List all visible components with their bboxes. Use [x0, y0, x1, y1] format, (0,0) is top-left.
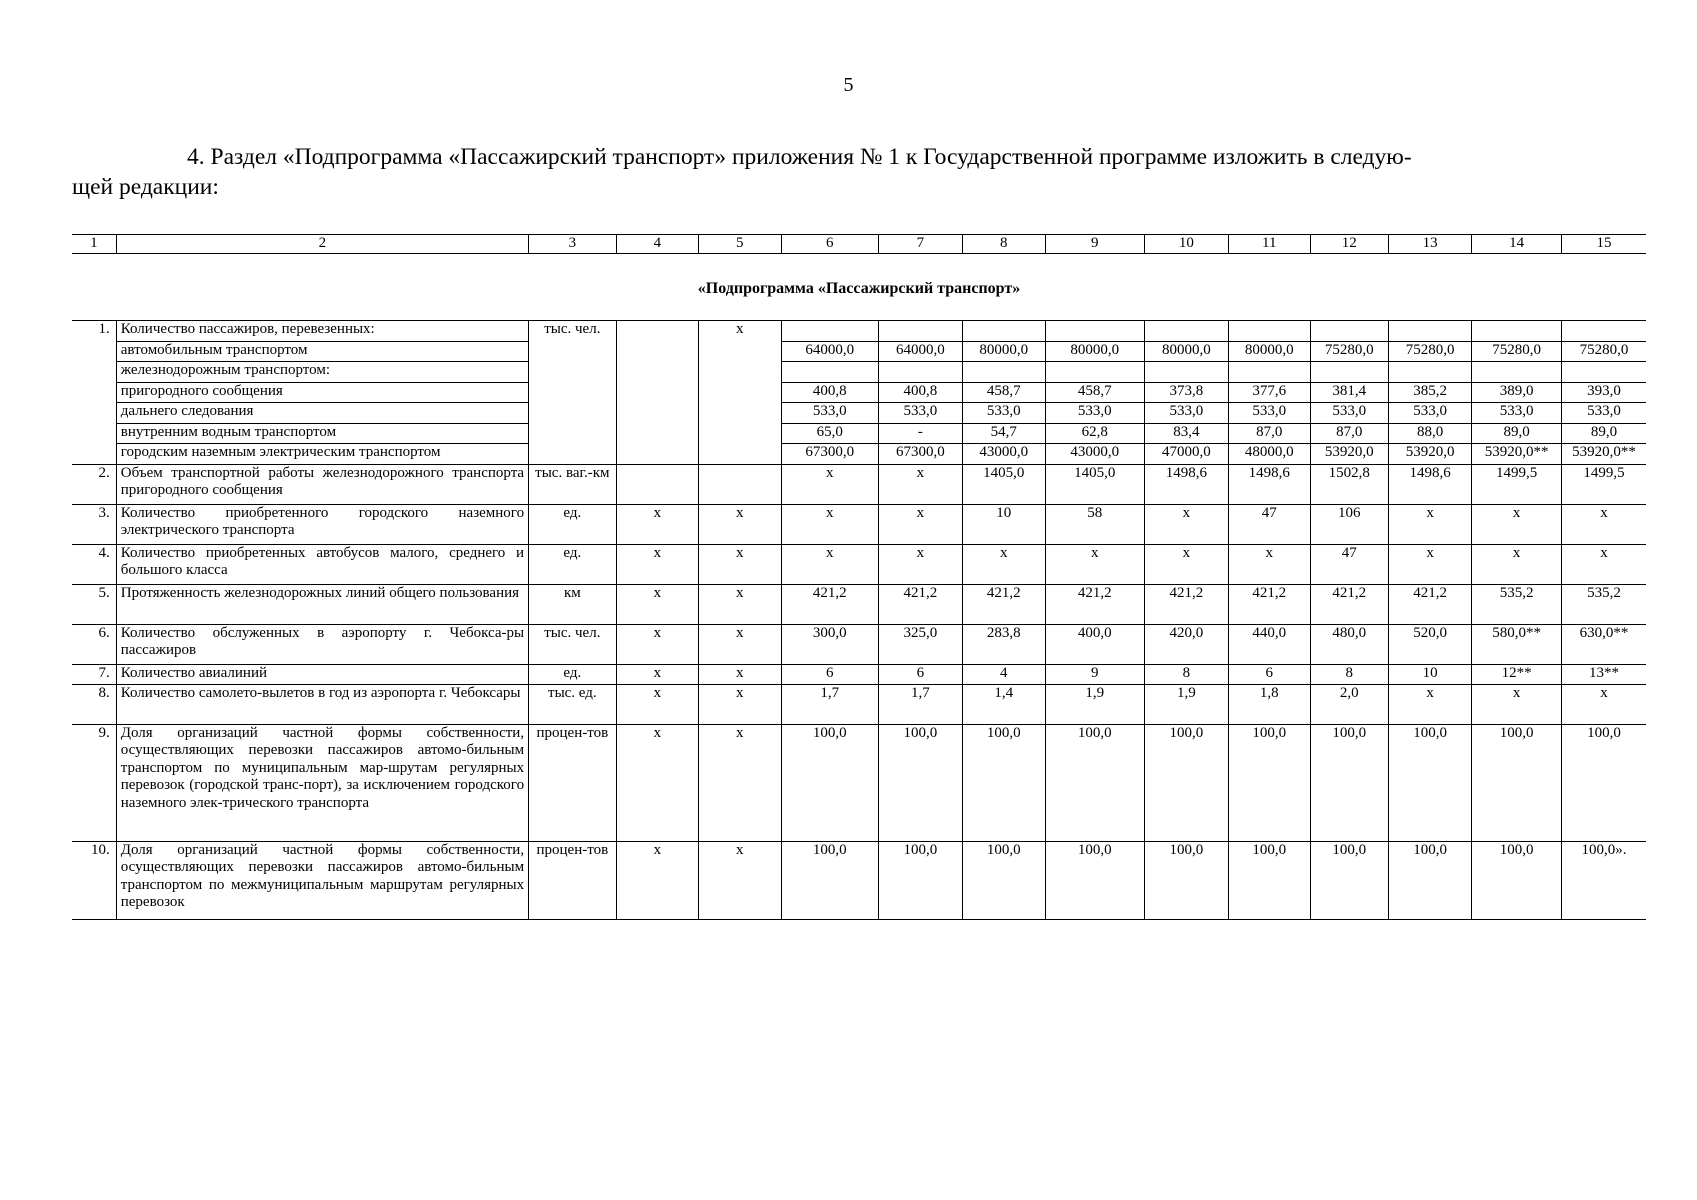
intro-paragraph [72, 142, 1592, 202]
value-cell-14: 535,2 [1472, 584, 1562, 624]
column-number-2: 2 [116, 235, 528, 254]
value-cell-14: 75280,0 [1472, 341, 1562, 362]
value-cell-11: 100,0 [1229, 724, 1310, 841]
table-row [72, 423, 1646, 444]
column-number-4: 4 [616, 235, 698, 254]
value-cell-8: 10 [962, 504, 1045, 544]
value-cell-7: 6 [879, 664, 962, 684]
col5-cell: х [699, 624, 781, 664]
value-cell-15: х [1561, 544, 1646, 584]
value-cell-9: 58 [1046, 504, 1145, 544]
unit-cell: тыс. ваг.-км [529, 464, 617, 504]
intro-line-1: 4. Раздел «Подпрограмма «Пассажирский транспорт» приложения № 1 к Государственной программе изложить в следую- [187, 144, 1412, 170]
value-cell-11 [1229, 362, 1310, 383]
col4-cell: х [616, 684, 698, 724]
indicator-name: автомобильным транспортом [116, 341, 528, 362]
value-cell-13: 100,0 [1388, 841, 1471, 919]
indicator-name: пригородного сообщения [116, 382, 528, 403]
value-cell-14: 12** [1472, 664, 1562, 684]
col5-cell [699, 464, 781, 504]
col4-cell: х [616, 504, 698, 544]
value-cell-12 [1310, 362, 1388, 383]
value-cell-12: 47 [1310, 544, 1388, 584]
indicator-name: Протяженность железнодорожных линий общего пользования [116, 584, 528, 624]
col4-cell: х [616, 724, 698, 841]
column-number-15: 15 [1561, 235, 1646, 254]
col5-cell [699, 444, 781, 465]
value-cell-7: х [879, 504, 962, 544]
unit-cell [529, 341, 617, 362]
value-cell-11: 377,6 [1229, 382, 1310, 403]
indicator-name: Доля организаций частной формы собственности, осуществляющих перевозки пассажиров автомо-бильным транспортом по межмуниципальным маршрутам регулярных перевозок [116, 841, 528, 919]
value-cell-13: 421,2 [1388, 584, 1471, 624]
value-cell-12 [1310, 321, 1388, 342]
column-number-7: 7 [879, 235, 962, 254]
indicator-name: Доля организаций частной формы собственности, осуществляющих перевозки пассажиров автомо-бильным транспортом по муниципальным мар-шрутам регулярных перевозок (городской транс-порт), за исключением городского наземного элек-трического транспорта [116, 724, 528, 841]
table-row [72, 544, 1646, 584]
value-cell-12: 100,0 [1310, 841, 1388, 919]
value-cell-11: 48000,0 [1229, 444, 1310, 465]
value-cell-11: 80000,0 [1229, 341, 1310, 362]
value-cell-6: х [781, 544, 879, 584]
value-cell-8 [962, 362, 1045, 383]
row-number: 8. [72, 684, 116, 724]
value-cell-10: 533,0 [1144, 403, 1228, 424]
unit-cell: тыс. чел. [529, 321, 617, 342]
value-cell-7: 533,0 [879, 403, 962, 424]
unit-cell [529, 382, 617, 403]
col4-cell: х [616, 664, 698, 684]
value-cell-12: 480,0 [1310, 624, 1388, 664]
unit-cell: процен-тов [529, 724, 617, 841]
value-cell-10: 80000,0 [1144, 341, 1228, 362]
value-cell-14: 533,0 [1472, 403, 1562, 424]
value-cell-9: 9 [1046, 664, 1145, 684]
value-cell-11: 533,0 [1229, 403, 1310, 424]
intro-line-2: щей редакции: [72, 174, 219, 200]
col4-cell [616, 321, 698, 342]
value-cell-10: х [1144, 544, 1228, 584]
value-cell-15: 100,0 [1561, 724, 1646, 841]
value-cell-10: 83,4 [1144, 423, 1228, 444]
col5-cell: х [699, 321, 781, 342]
value-cell-8: 1405,0 [962, 464, 1045, 504]
value-cell-12: 106 [1310, 504, 1388, 544]
row-number: 2. [72, 464, 116, 504]
value-cell-15: 1499,5 [1561, 464, 1646, 504]
col5-cell [699, 341, 781, 362]
value-cell-9: 1,9 [1046, 684, 1145, 724]
value-cell-10: 420,0 [1144, 624, 1228, 664]
value-cell-7 [879, 362, 962, 383]
value-cell-9: 421,2 [1046, 584, 1145, 624]
value-cell-7 [879, 321, 962, 342]
value-cell-9: 80000,0 [1046, 341, 1145, 362]
table-row [72, 362, 1646, 383]
value-cell-6: 533,0 [781, 403, 879, 424]
row-number: 5. [72, 584, 116, 624]
value-cell-14: х [1472, 504, 1562, 544]
value-cell-9: 400,0 [1046, 624, 1145, 664]
row-number [72, 423, 116, 444]
value-cell-13: х [1388, 684, 1471, 724]
value-cell-15: 13** [1561, 664, 1646, 684]
value-cell-10 [1144, 362, 1228, 383]
value-cell-12: 100,0 [1310, 724, 1388, 841]
value-cell-7: х [879, 544, 962, 584]
value-cell-9 [1046, 321, 1145, 342]
column-number-12: 12 [1310, 235, 1388, 254]
indicator-name: Количество самолето-вылетов в год из аэропорта г. Чебоксары [116, 684, 528, 724]
value-cell-9: 62,8 [1046, 423, 1145, 444]
indicator-name: железнодорожным транспортом: [116, 362, 528, 383]
table-row [72, 664, 1646, 684]
indicator-name: Количество авиалиний [116, 664, 528, 684]
indicator-name: городским наземным электрическим транспортом [116, 444, 528, 465]
value-cell-9: 43000,0 [1046, 444, 1145, 465]
table-row [72, 504, 1646, 544]
row-number: 6. [72, 624, 116, 664]
col4-cell [616, 362, 698, 383]
col5-cell [699, 403, 781, 424]
col5-cell: х [699, 504, 781, 544]
value-cell-13: 10 [1388, 664, 1471, 684]
value-cell-11: 1498,6 [1229, 464, 1310, 504]
column-number-10: 10 [1144, 235, 1228, 254]
value-cell-15: 89,0 [1561, 423, 1646, 444]
col4-cell [616, 403, 698, 424]
col5-cell: х [699, 684, 781, 724]
row-number: 3. [72, 504, 116, 544]
col4-cell: х [616, 544, 698, 584]
value-cell-15: 75280,0 [1561, 341, 1646, 362]
value-cell-8: 1,4 [962, 684, 1045, 724]
value-cell-6 [781, 321, 879, 342]
value-cell-9: х [1046, 544, 1145, 584]
unit-cell: ед. [529, 504, 617, 544]
table-row [72, 444, 1646, 465]
value-cell-13: 520,0 [1388, 624, 1471, 664]
value-cell-13: 533,0 [1388, 403, 1471, 424]
value-cell-15: х [1561, 504, 1646, 544]
indicator-name: внутренним водным транспортом [116, 423, 528, 444]
value-cell-6 [781, 362, 879, 383]
value-cell-8: 43000,0 [962, 444, 1045, 465]
value-cell-10: 100,0 [1144, 841, 1228, 919]
value-cell-7: 325,0 [879, 624, 962, 664]
value-cell-13: х [1388, 544, 1471, 584]
indicator-name: Количество пассажиров, перевезенных: [116, 321, 528, 342]
value-cell-15: 53920,0** [1561, 444, 1646, 465]
value-cell-13: 75280,0 [1388, 341, 1471, 362]
value-cell-13: 385,2 [1388, 382, 1471, 403]
column-number-header [72, 234, 1646, 254]
value-cell-12: 53920,0 [1310, 444, 1388, 465]
col4-cell: х [616, 624, 698, 664]
value-cell-13: 1498,6 [1388, 464, 1471, 504]
value-cell-8: 283,8 [962, 624, 1045, 664]
indicator-name: Объем транспортной работы железнодорожного транспорта пригородного сообщения [116, 464, 528, 504]
value-cell-9: 533,0 [1046, 403, 1145, 424]
value-cell-15: х [1561, 684, 1646, 724]
value-cell-13: 100,0 [1388, 724, 1471, 841]
value-cell-14: 389,0 [1472, 382, 1562, 403]
column-number-3: 3 [529, 235, 617, 254]
row-number [72, 362, 116, 383]
table-row [72, 464, 1646, 504]
value-cell-6: 400,8 [781, 382, 879, 403]
table-row [72, 403, 1646, 424]
table-row [72, 584, 1646, 624]
unit-cell: ед. [529, 544, 617, 584]
value-cell-12: 75280,0 [1310, 341, 1388, 362]
value-cell-14 [1472, 362, 1562, 383]
value-cell-13: х [1388, 504, 1471, 544]
unit-cell [529, 403, 617, 424]
value-cell-15: 100,0». [1561, 841, 1646, 919]
value-cell-15 [1561, 321, 1646, 342]
value-cell-8: 80000,0 [962, 341, 1045, 362]
value-cell-14: 580,0** [1472, 624, 1562, 664]
col4-cell [616, 444, 698, 465]
unit-cell [529, 444, 617, 465]
value-cell-10: 1498,6 [1144, 464, 1228, 504]
column-number-1: 1 [72, 235, 116, 254]
column-number-5: 5 [699, 235, 781, 254]
value-cell-13 [1388, 321, 1471, 342]
col4-cell [616, 464, 698, 504]
col4-cell [616, 423, 698, 444]
value-cell-15: 533,0 [1561, 403, 1646, 424]
value-cell-11: 87,0 [1229, 423, 1310, 444]
section-title: «Подпрограмма «Пассажирский транспорт» [697, 280, 1021, 297]
col5-cell: х [699, 544, 781, 584]
column-number-6: 6 [781, 235, 879, 254]
col5-cell [699, 362, 781, 383]
column-number-13: 13 [1388, 235, 1471, 254]
value-cell-11: 6 [1229, 664, 1310, 684]
value-cell-13 [1388, 362, 1471, 383]
value-cell-12: 8 [1310, 664, 1388, 684]
value-cell-11: 421,2 [1229, 584, 1310, 624]
value-cell-14: 100,0 [1472, 841, 1562, 919]
value-cell-8: 4 [962, 664, 1045, 684]
value-cell-12: 2,0 [1310, 684, 1388, 724]
value-cell-6: 100,0 [781, 841, 879, 919]
value-cell-14: х [1472, 544, 1562, 584]
value-cell-6: 1,7 [781, 684, 879, 724]
value-cell-7: - [879, 423, 962, 444]
row-number [72, 382, 116, 403]
table-row [72, 841, 1646, 919]
indicator-name: дальнего следования [116, 403, 528, 424]
value-cell-14: 89,0 [1472, 423, 1562, 444]
value-cell-11: 47 [1229, 504, 1310, 544]
value-cell-8: 100,0 [962, 841, 1045, 919]
value-cell-7: 64000,0 [879, 341, 962, 362]
value-cell-6: 100,0 [781, 724, 879, 841]
row-number [72, 341, 116, 362]
row-number [72, 444, 116, 465]
unit-cell [529, 423, 617, 444]
value-cell-10: х [1144, 504, 1228, 544]
column-number-9: 9 [1046, 235, 1145, 254]
table-row [72, 321, 1646, 342]
value-cell-9: 100,0 [1046, 724, 1145, 841]
value-cell-7: 1,7 [879, 684, 962, 724]
value-cell-7: 100,0 [879, 841, 962, 919]
value-cell-13: 88,0 [1388, 423, 1471, 444]
value-cell-11: 1,8 [1229, 684, 1310, 724]
value-cell-6: х [781, 504, 879, 544]
unit-cell: ед. [529, 664, 617, 684]
value-cell-11: 440,0 [1229, 624, 1310, 664]
value-cell-8: х [962, 544, 1045, 584]
value-cell-7: 67300,0 [879, 444, 962, 465]
value-cell-11: х [1229, 544, 1310, 584]
value-cell-15: 393,0 [1561, 382, 1646, 403]
value-cell-14: 53920,0** [1472, 444, 1562, 465]
value-cell-6: 67300,0 [781, 444, 879, 465]
col5-cell: х [699, 724, 781, 841]
value-cell-12: 533,0 [1310, 403, 1388, 424]
table-row [72, 624, 1646, 664]
value-cell-8: 458,7 [962, 382, 1045, 403]
col4-cell: х [616, 584, 698, 624]
value-cell-8 [962, 321, 1045, 342]
value-cell-14 [1472, 321, 1562, 342]
value-cell-6: 300,0 [781, 624, 879, 664]
row-number: 4. [72, 544, 116, 584]
value-cell-11 [1229, 321, 1310, 342]
row-number: 10. [72, 841, 116, 919]
table-row [72, 382, 1646, 403]
value-cell-11: 100,0 [1229, 841, 1310, 919]
value-cell-6: 421,2 [781, 584, 879, 624]
value-cell-10: 373,8 [1144, 382, 1228, 403]
indicator-name: Количество приобретенного городского наземного электрического транспорта [116, 504, 528, 544]
value-cell-14: 100,0 [1472, 724, 1562, 841]
value-cell-15: 630,0** [1561, 624, 1646, 664]
value-cell-7: 421,2 [879, 584, 962, 624]
value-cell-10: 100,0 [1144, 724, 1228, 841]
value-cell-9: 458,7 [1046, 382, 1145, 403]
unit-cell [529, 362, 617, 383]
value-cell-9 [1046, 362, 1145, 383]
col5-cell: х [699, 664, 781, 684]
table-row [72, 724, 1646, 841]
value-cell-14: 1499,5 [1472, 464, 1562, 504]
indicators-table [72, 320, 1646, 920]
column-number-11: 11 [1229, 235, 1310, 254]
value-cell-15 [1561, 362, 1646, 383]
value-cell-6: х [781, 464, 879, 504]
col5-cell [699, 382, 781, 403]
value-cell-6: 65,0 [781, 423, 879, 444]
value-cell-10: 8 [1144, 664, 1228, 684]
row-number [72, 403, 116, 424]
value-cell-9: 1405,0 [1046, 464, 1145, 504]
value-cell-6: 6 [781, 664, 879, 684]
value-cell-12: 87,0 [1310, 423, 1388, 444]
table-row [72, 684, 1646, 724]
value-cell-12: 421,2 [1310, 584, 1388, 624]
value-cell-7: 100,0 [879, 724, 962, 841]
table-row [72, 341, 1646, 362]
row-number: 7. [72, 664, 116, 684]
col4-cell: х [616, 841, 698, 919]
value-cell-12: 381,4 [1310, 382, 1388, 403]
page-number: 5 [843, 74, 854, 96]
value-cell-6: 64000,0 [781, 341, 879, 362]
col5-cell [699, 423, 781, 444]
unit-cell: тыс. чел. [529, 624, 617, 664]
column-number-14: 14 [1472, 235, 1562, 254]
unit-cell: процен-тов [529, 841, 617, 919]
value-cell-7: х [879, 464, 962, 504]
col5-cell: х [699, 841, 781, 919]
value-cell-8: 533,0 [962, 403, 1045, 424]
value-cell-15: 535,2 [1561, 584, 1646, 624]
value-cell-8: 54,7 [962, 423, 1045, 444]
value-cell-10 [1144, 321, 1228, 342]
row-number: 9. [72, 724, 116, 841]
value-cell-10: 47000,0 [1144, 444, 1228, 465]
value-cell-14: х [1472, 684, 1562, 724]
unit-cell: тыс. ед. [529, 684, 617, 724]
col5-cell: х [699, 584, 781, 624]
value-cell-10: 1,9 [1144, 684, 1228, 724]
value-cell-12: 1502,8 [1310, 464, 1388, 504]
value-cell-10: 421,2 [1144, 584, 1228, 624]
column-number-8: 8 [962, 235, 1045, 254]
indicator-name: Количество обслуженных в аэропорту г. Чебокса-ры пассажиров [116, 624, 528, 664]
value-cell-9: 100,0 [1046, 841, 1145, 919]
value-cell-8: 100,0 [962, 724, 1045, 841]
value-cell-7: 400,8 [879, 382, 962, 403]
value-cell-8: 421,2 [962, 584, 1045, 624]
indicator-name: Количество приобретенных автобусов малого, среднего и большого класса [116, 544, 528, 584]
unit-cell: км [529, 584, 617, 624]
row-number: 1. [72, 321, 116, 342]
value-cell-13: 53920,0 [1388, 444, 1471, 465]
col4-cell [616, 341, 698, 362]
col4-cell [616, 382, 698, 403]
